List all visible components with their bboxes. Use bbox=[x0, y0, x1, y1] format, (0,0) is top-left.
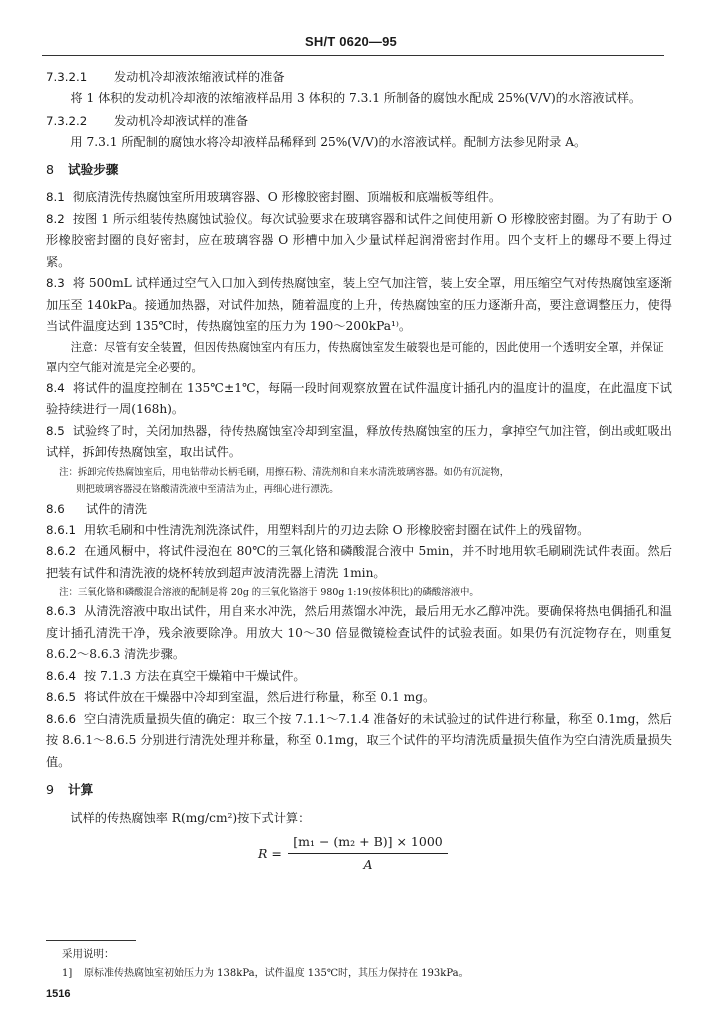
note-8-6-2: 注：三氧化铬和磷酸混合溶液的配制是将 20g 的三氧化铬溶于 980g 1:19(按体积比)的磷酸溶液中。 bbox=[59, 587, 479, 598]
section-number: 7.3.2.1 bbox=[46, 70, 88, 84]
paragraph-text: 将 500mL 试样通过空气入口加入到传热腐蚀室，装上空气加注管，装上安全罩，用压缩空气对传热腐蚀室逐渐加压至 140kPa。接通加热器，对试件加热，随着温度的上升，传热腐蚀室的压力逐渐升高，要注意调整压力，使得当试件温度达到 135℃时，传热腐蚀室的压力为 190～200kPa¹⁾。 bbox=[46, 276, 672, 333]
caution-note-8-3: 注意：尽管有安全装置，但因传热腐蚀室内有压力，传热腐蚀室发生破裂也是可能的，因此使用一个透明安全罩，并保证罩内空气能对流是完全必要的。 bbox=[46, 340, 664, 374]
section-number: 8.1 bbox=[46, 190, 65, 204]
page-header: SH/T 0620—95 bbox=[304, 34, 397, 49]
section-title: 试件的清洗 bbox=[86, 501, 147, 516]
section-number: 8.6.5 bbox=[46, 690, 77, 704]
heading-7-3-2-1 bbox=[46, 66, 672, 88]
section-number: 8.6 bbox=[46, 501, 65, 516]
footnote-text: 原标准传热腐蚀室初始压力为 138kPa，试件温度 135℃时，其压力保持在 193kPa。 bbox=[84, 968, 469, 979]
footnote-label: 采用说明： bbox=[62, 948, 115, 960]
section-number: 8.3 bbox=[46, 276, 65, 290]
footnote bbox=[62, 964, 469, 979]
heading-8-6 bbox=[46, 498, 672, 520]
section-title: 发动机冷却液浓缩液试样的准备 bbox=[114, 70, 285, 84]
paragraph-text: 将试件的温度控制在 135℃±1℃，每隔一段时间观察放置在试件温度计插孔内的温度计的温度，在此温度下试验持续进行一周(168h)。 bbox=[46, 380, 672, 416]
section-number: 8.6.2 bbox=[46, 544, 77, 558]
section-number: 8.6.4 bbox=[46, 668, 77, 683]
section-number: 8.2 bbox=[46, 211, 65, 226]
paragraph-8-4 bbox=[46, 378, 672, 421]
formula-fraction bbox=[288, 833, 448, 874]
paragraph-8-6-6 bbox=[46, 709, 672, 774]
paragraph-text: 彻底清洗传热腐蚀室所用玻璃容器、O 形橡胶密封圈、顶端板和底端板等组件。 bbox=[72, 190, 502, 204]
section-number: 8.6.1 bbox=[46, 522, 77, 537]
formula-intro: 试样的传热腐蚀率 R(mg/cm²)按下式计算： bbox=[70, 811, 311, 825]
footnote-marker: 1] bbox=[62, 968, 73, 979]
section-number: 8.5 bbox=[46, 423, 65, 438]
paragraph-text: 按图 1 所示组装传热腐蚀试验仪。每次试验要求在玻璃容器和试件之间使用新 O 形橡胶密封圈。为了有助于 O 形橡胶密封圈的良好密封，应在玻璃容器 O 形槽中加入少量试样起润滑密封作用。四个支杆上的螺母不要上得过紧。 bbox=[46, 211, 672, 269]
section-number: 8 bbox=[46, 162, 55, 177]
heading-8 bbox=[46, 159, 672, 181]
fraction-bar bbox=[288, 853, 448, 854]
paragraph-8-6-3 bbox=[46, 601, 672, 666]
footnote-rule bbox=[46, 940, 136, 941]
paragraph-8-6-1 bbox=[46, 520, 672, 542]
paragraph-8-3 bbox=[46, 273, 672, 338]
paragraph-text: 试验终了时，关闭加热器，待传热腐蚀室冷却到室温，释放传热腐蚀室的压力，拿掉空气加注管，倒出或虹吸出试样，拆卸传热腐蚀室，取出试件。 bbox=[46, 423, 672, 459]
note-8-5-line2: 则把玻璃容器浸在铬酸清洗液中至清洁为止，再细心进行漂洗。 bbox=[76, 483, 339, 495]
paragraph-text: 从清洗溶液中取出试件，用自来水冲洗，然后用蒸馏水冲洗，最后用无水乙醇冲洗。要确保将热电偶插孔和温度计插孔清洗干净，残余液要除净。用放大 10～30 倍显微镜检查试件的试验表面。如果仍有沉淀物存在，则重复 8.6.2～8.6.3 清洗步骤。 bbox=[46, 604, 672, 661]
section-number: 8.6.6 bbox=[46, 711, 77, 726]
document-body bbox=[46, 66, 672, 885]
paragraph-8-5 bbox=[46, 421, 672, 464]
paragraph-8-6-4 bbox=[46, 666, 672, 688]
formula-lhs: R = bbox=[258, 846, 282, 861]
paragraph-7-3-2-2: 用 7.3.1 所配制的腐蚀水将冷却液样品稀释到 25%(V/V)的水溶液试样。配制方法参见附录 A。 bbox=[70, 134, 587, 149]
page-number: 1516 bbox=[46, 988, 71, 1000]
note-8-5-line1: 注：拆卸完传热腐蚀室后，用电钻带动长柄毛刷，用擦石粉、清洗剂和自来水清洗玻璃容器。如仍有沉淀物， bbox=[59, 466, 510, 478]
formula-numerator: [m₁ − (m₂ + B)] × 1000 bbox=[293, 834, 443, 849]
formula-denominator: A bbox=[363, 857, 373, 872]
paragraph-8-6-5 bbox=[46, 687, 672, 709]
section-number: 8.4 bbox=[46, 380, 65, 395]
paragraph-8-2 bbox=[46, 209, 672, 274]
paragraph-8-1 bbox=[46, 187, 672, 209]
section-number: 7.3.2.2 bbox=[46, 113, 88, 128]
paragraph-text: 在通风橱中，将试件浸泡在 80℃的三氧化铬和磷酸混合液中 5min，并不时地用软毛刷刷洗试件表面。然后把装有试件和清洗液的烧杯转放到超声波清洗器上清洗 1min。 bbox=[46, 544, 672, 580]
paragraph-text: 空白清洗质量损失值的确定：取三个按 7.1.1～7.1.4 准备好的未试验过的试件进行称量，称至 0.1mg，然后按 8.6.1～8.6.5 分别进行清洗处理并称量，称至 0.1mg，取三个试件的平均清洗质量损失值作为空白清洗质量损失值。 bbox=[46, 711, 672, 769]
section-title: 试验步骤 bbox=[68, 162, 119, 177]
paragraph-text: 按 7.1.3 方法在真空干燥箱中干燥试件。 bbox=[84, 668, 306, 683]
heading-7-3-2-2 bbox=[46, 110, 672, 132]
section-title: 计算 bbox=[68, 782, 94, 797]
heading-9 bbox=[46, 779, 672, 801]
corrosion-rate-formula bbox=[46, 833, 672, 885]
paragraph-text: 将试件放在干燥器中冷却到室温，然后进行称量，称至 0.1 mg。 bbox=[84, 690, 436, 704]
paragraph-8-6-2 bbox=[46, 541, 672, 584]
paragraph-7-3-2-1: 将 1 体积的发动机冷却液的浓缩液样品用 3 体积的 7.3.1 所制备的腐蚀水配成 25%(V/V)的水溶液试样。 bbox=[70, 91, 642, 105]
section-title: 发动机冷却液试样的准备 bbox=[114, 113, 249, 128]
paragraph-text: 用软毛刷和中性清洗剂洗涤试件，用塑料刮片的刃边去除 O 形橡胶密封圈在试件上的残留物。 bbox=[84, 522, 590, 537]
section-number: 8.6.3 bbox=[46, 604, 77, 618]
section-number: 9 bbox=[46, 782, 55, 797]
header-rule bbox=[42, 55, 664, 56]
